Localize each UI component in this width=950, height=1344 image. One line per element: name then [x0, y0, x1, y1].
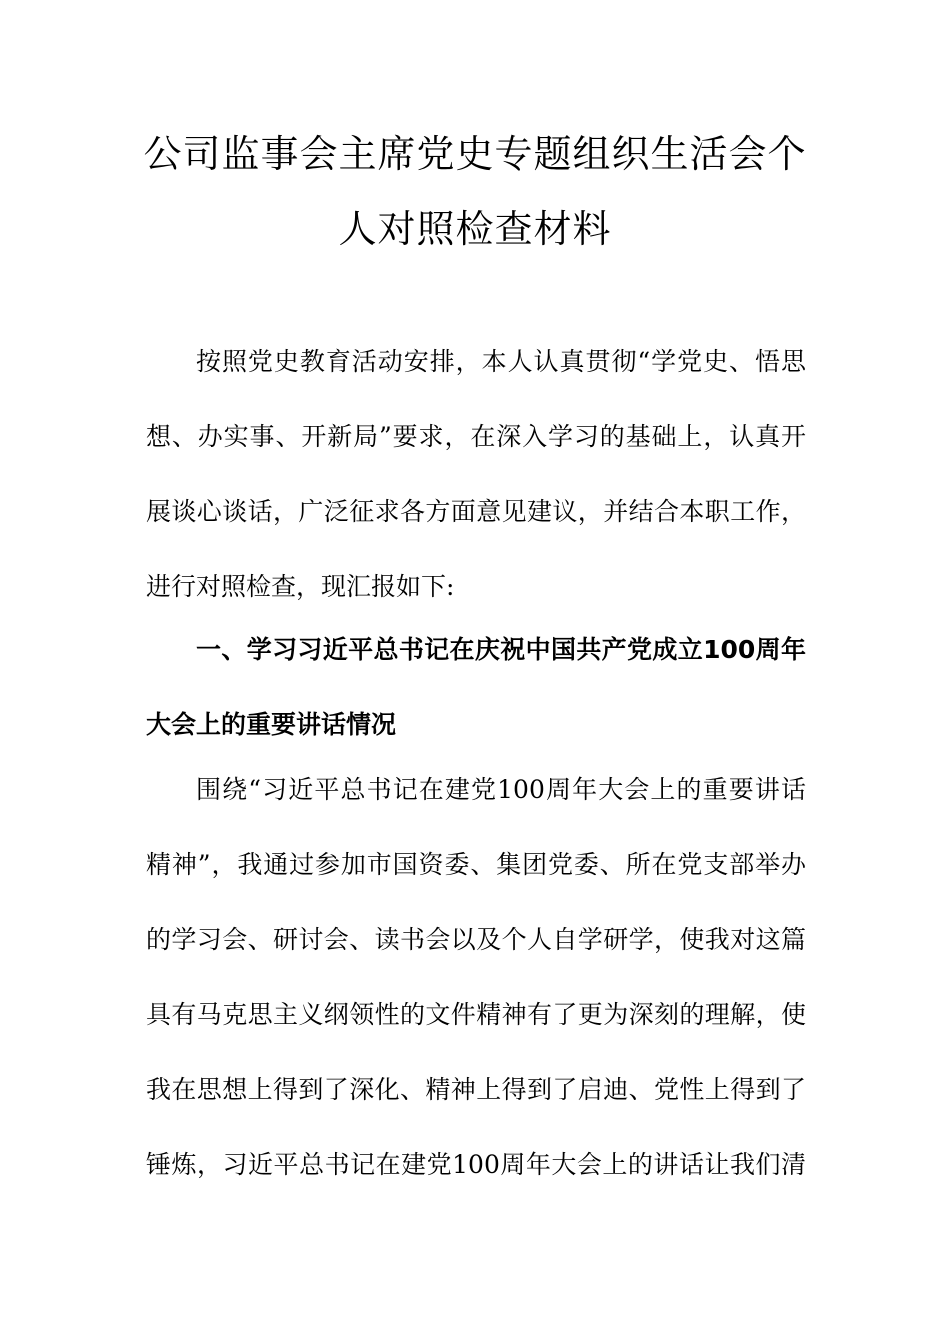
intro-line-2: 想、办实事、开新局”要求，在深入学习的基础上，认真开 [146, 422, 806, 451]
body-line-3: 的学习会、研讨会、读书会以及个人自学研学，使我对这篇 [146, 925, 806, 954]
intro-line-3: 展谈心谈话，广泛征求各方面意见建议，并结合本职工作， [146, 497, 806, 526]
body-line-5: 我在思想上得到了深化、精神上得到了启迪、党性上得到了 [146, 1075, 806, 1104]
body-line-1: 围绕“习近平总书记在建党100周年大会上的重要讲话 [196, 775, 806, 804]
section-heading-line-1: 一、学习习近平总书记在庆祝中国共产党成立100周年 [196, 635, 806, 664]
document-title-line-2: 人对照检查材料 [338, 207, 612, 251]
intro-line-4: 进行对照检查，现汇报如下: [146, 572, 455, 601]
body-line-2: 精神”，我通过参加市国资委、集团党委、所在党支部举办 [146, 850, 806, 879]
intro-line-1: 按照党史教育活动安排，本人认真贯彻“学党史、悟思 [196, 347, 806, 376]
document-title-line-1: 公司监事会主席党史专题组织生活会个 [143, 132, 807, 176]
section-heading-line-2: 大会上的重要讲话情况 [146, 710, 397, 739]
body-line-4: 具有马克思主义纲领性的文件精神有了更为深刻的理解，使 [146, 1000, 806, 1029]
body-line-6: 锤炼，习近平总书记在建党100周年大会上的讲话让我们清 [146, 1150, 806, 1179]
